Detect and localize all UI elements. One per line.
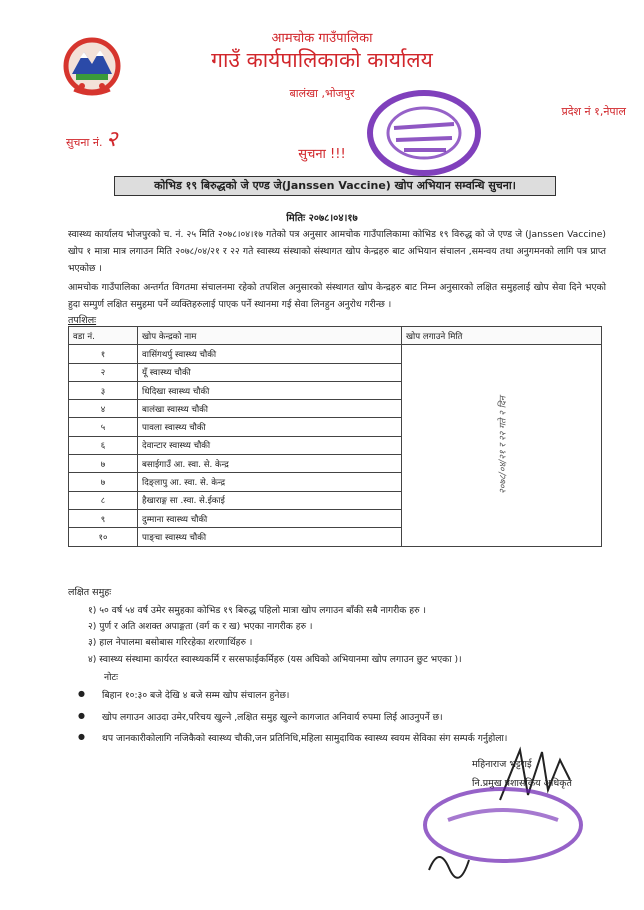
- paragraph-1: स्वास्थ्य कार्यालय भोजपुरको च. नं. २५ मिति २०७८।०४।१७ गतेको पत्र अनुसार आमचोक गाउँपालिकामा कोभिड १९ विरुद्ध को जे एण्ड जे (Janssen Vaccine) खोप १ मात्रा मात्र लगाउन मिति २०७८/०४/२१ र २२ गते स्वास्थ्य संस्थाको संस्थागत खोप केन्द्रहरु बाट अभियान संचालन ,समन्वय तथा अनुगमनको लागि पत्र प्राप्त भएकोछ ।: [68, 229, 606, 274]
- center-cell: बालंखा स्वास्थ्य चौकी: [138, 400, 402, 418]
- notice-heading: सुचना !!!: [298, 147, 346, 162]
- office-location: बालंखा ,भोजपुर: [289, 87, 355, 100]
- center-cell: दिङ्लापु आ. स्वा. से. केन्द्र: [138, 473, 402, 491]
- note-text-1: बिहान १०:३० बजे देखि ४ बजे सम्म खोप संचालन हुनेछ।: [102, 690, 290, 701]
- ward-cell: ३: [69, 381, 138, 399]
- center-cell: दुम्माना स्वास्थ्य चौकी: [138, 509, 402, 527]
- signatory-role: नि.प्रमुख प्रशासकिय अधिकृत: [472, 778, 572, 789]
- target-item-1: १) ५० वर्ष ५४ वर्ष उमेर समुहका कोभिड १९ बिरुद्ध पहिलो मात्रा खोप लगाउन बाँकी सबै नागरीक हरु ।: [88, 605, 427, 616]
- ward-cell: ६: [69, 436, 138, 454]
- details-label: तपशिलः: [68, 315, 97, 326]
- notice-title-banner: कोभिड १९ बिरुद्धको जे एण्ड जे(Janssen Vaccine) खोप अभियान सम्वन्धि सुचना।: [114, 176, 556, 196]
- province-label: प्रदेश नं १,नेपाल: [561, 105, 626, 118]
- notice-date: मितिः २०७८।०४।१७: [286, 213, 358, 224]
- ward-cell: २: [69, 363, 138, 381]
- ward-cell: ९: [69, 509, 138, 527]
- note-item-3: [82, 731, 507, 744]
- ward-cell: ४: [69, 400, 138, 418]
- handwritten-mark-icon: [424, 840, 474, 880]
- note-heading: नोटः: [104, 672, 118, 683]
- center-cell: हैखाराङ्ग सा .स्वा. से.ईकाई: [138, 491, 402, 509]
- target-item-2: २) पुर्ण र अति अशक्त अपाङ्गता (वर्ग क र ख) भएका नागरीक हरु ।: [88, 621, 313, 632]
- center-cell: धिदिखा स्वास्थ्य चौकी: [138, 381, 402, 399]
- ward-cell: १०: [69, 528, 138, 546]
- table-row: [69, 345, 602, 363]
- office-stamp-icon: [364, 88, 484, 178]
- notice-ref-number: २: [105, 127, 118, 152]
- table-header-row: [69, 327, 602, 345]
- date-cell: [402, 345, 602, 546]
- note-item-1: [82, 688, 289, 701]
- col-ward-header: वडा नं.: [69, 327, 138, 345]
- office-title: गाउँ कार्यपालिकाको कार्यालय: [211, 48, 433, 72]
- signatory-name: महिनाराज भट्टराई: [472, 759, 532, 770]
- col-date-header: खोप लगाउने मिति: [402, 327, 602, 345]
- paragraph-2: आमचोक गाउँपालिका अन्तर्गत विगतमा संचालनमा रहेको तपशिल अनुसारको संस्थागत खोप केन्द्रहरु बाट निम्न अनुसारको लक्षित समुहलाई खोप सेवा दिने भएको हुदा सम्पुर्ण लक्षित समुहमा पर्ने व्यक्तिहरुलाई पाएक पर्ने स्थानमा गई सेवा लिनहुन अनुरोध गरीन्छ ।: [68, 282, 606, 310]
- center-cell: पाङ्चा स्वास्थ्य चौकी: [138, 528, 402, 546]
- notice-ref-label: सुचना नं.: [66, 136, 103, 149]
- ward-cell: ७: [69, 473, 138, 491]
- note-text-3: थप जानकारीकोलागि नजिकैको स्वास्थ्य चौकी,जन प्रतिनिधि,महिला सामुदायिक स्वास्थ्य स्वयम सेविका संग सम्पर्क गर्नुहोला।: [102, 733, 508, 744]
- center-cell: बसाईगाउँ आ. स्वा. से. केन्द्र: [138, 455, 402, 473]
- center-cell: यूँ स्वास्थ्य चौकी: [138, 363, 402, 381]
- col-center-header: खोप केन्द्रको नाम: [138, 327, 402, 345]
- target-item-4: ४) स्वास्थ्य संस्थामा कार्यरत स्वास्थ्यकर्मि र सरसफाईकर्मिहरु (यस अघिको अभियानमा खोप लगाउन छुट भएका )।: [88, 654, 462, 665]
- ward-cell: १: [69, 345, 138, 363]
- ward-cell: ८: [69, 491, 138, 509]
- ward-cell: ५: [69, 418, 138, 436]
- center-cell: वासिंगथर्पु स्वास्थ्य चौकी: [138, 345, 402, 363]
- center-cell: देवान्टार स्वास्थ्य चौकी: [138, 436, 402, 454]
- vaccination-date: २०७८/०४/२१ र २२ गते २ दिन: [498, 396, 508, 495]
- note-item-2: [82, 710, 443, 723]
- target-group-heading: लक्षित समुहः: [68, 587, 112, 598]
- municipality-name: आमचोक गाउँपालिका: [271, 31, 373, 46]
- target-item-3: ३) हाल नेपालमा बसोबास गरिरहेका शरणार्थिहरु ।: [88, 637, 253, 648]
- ward-cell: ७: [69, 455, 138, 473]
- vaccine-center-table: [68, 326, 602, 547]
- note-text-2: खोप लगाउन आउदा उमेर,परिचय खुल्ने ,लक्षित समुह खुल्ने कागजात अनिवार्य रुपमा लिई आउनुपर्ने छ।: [102, 712, 443, 723]
- center-cell: पावला स्वास्थ्य चौकी: [138, 418, 402, 436]
